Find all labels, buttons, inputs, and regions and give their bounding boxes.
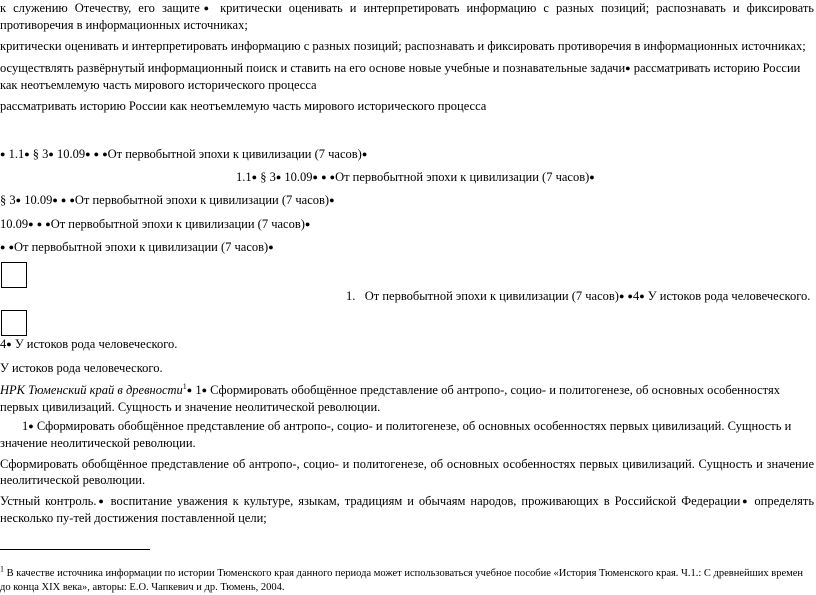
- topic-title: У истоков рода человеческого.: [11, 337, 178, 351]
- lesson-date: 10.09: [21, 193, 53, 207]
- paragraph-ref: § 3: [0, 193, 16, 207]
- section-title: От первобытной эпохи к цивилизации (7 часов): [74, 193, 330, 207]
- bullet-icon: ●: [8, 242, 14, 252]
- section-title: От первобытной эпохи к цивилизации (7 часов): [14, 240, 269, 254]
- text: к служению Отечеству, его защите: [0, 1, 200, 15]
- bullet-icon: ●: [312, 172, 318, 182]
- bullet-icon: ●: [15, 195, 22, 205]
- bullet-icon: ●: [85, 149, 91, 159]
- topic-title: У истоков рода человеческого.: [644, 289, 811, 303]
- topic-line-2: У истоков рода человеческого.: [0, 361, 163, 375]
- bullet-icon: ●: [639, 291, 645, 301]
- bullet-icon: ●: [24, 149, 30, 159]
- list-number: 1.: [346, 289, 356, 303]
- text: воспитание уважения к культуре, языкам, традициям и обычаям народов, проживающих в Российской Федерации: [105, 494, 741, 508]
- bullet-icon: ●: [275, 172, 282, 182]
- bullet-icon: ●: [60, 195, 67, 205]
- empty-checkbox: [1, 310, 27, 336]
- objective-paragraph-2: Сформировать обобщённое представление об антропо-, социо- и политогенезе, об основных особенностях первых цивилизаций. Сущность и значение неолитической революции.: [0, 457, 814, 487]
- bullet-icon: ●: [28, 421, 34, 431]
- bullet-icon: ●: [96, 496, 106, 506]
- empty-checkbox: [1, 262, 27, 288]
- control-type: Устный контроль.: [0, 494, 97, 508]
- section-title: От первобытной эпохи к цивилизации (7 часов): [107, 147, 362, 161]
- lesson-date: 10.09: [281, 170, 313, 184]
- bullet-icon: ●: [329, 195, 335, 205]
- section-title: От первобытной эпохи к цивилизации (7 часов): [50, 217, 305, 231]
- bullet-icon: ●: [6, 339, 12, 349]
- bullet-icon: ●: [28, 219, 34, 229]
- footnote-ref[interactable]: 1: [182, 381, 187, 391]
- bullet-icon: ●: [45, 219, 51, 229]
- bullet-icon: ●: [589, 172, 595, 182]
- lesson-row-3: [0, 192, 814, 209]
- bullet-icon: ●: [329, 172, 336, 182]
- lesson-number: 1.1: [5, 147, 25, 161]
- paragraph-ref: § 3: [29, 147, 49, 161]
- numbered-item: [0, 288, 814, 305]
- bullet-icon: ●: [0, 242, 6, 252]
- lesson-row-5: [0, 239, 814, 256]
- lesson-number: 4: [632, 289, 640, 303]
- objective-text: Сформировать обобщённое представление об антропо-, социо- и политогенезе, об основных особенностях первых цивилизаций. Сущность и значение неолитической революции.: [0, 383, 780, 414]
- text: определять несколько пу-тей достижения поставленной цели;: [0, 494, 815, 525]
- bullet-icon: ●: [52, 195, 58, 205]
- lesson-number: 4: [0, 337, 7, 351]
- text: критически оценивать и интерпретировать информацию с разных позиций; распознавать и фиксировать противоречия в информационных источниках;: [0, 1, 815, 32]
- bullet-icon: ●: [304, 219, 311, 229]
- footnote: [0, 564, 816, 595]
- lesson-row-1: [0, 146, 814, 163]
- bullet-icon: ●: [321, 172, 327, 182]
- control-paragraph: [0, 493, 814, 526]
- bullet-icon: ●: [186, 385, 193, 395]
- bullet-icon: ●: [102, 149, 108, 159]
- regional-component-paragraph: [0, 382, 814, 415]
- lesson-number: 1.1: [236, 170, 252, 184]
- bullet-icon: ●: [201, 385, 208, 395]
- topic-line-1: [0, 336, 814, 353]
- footnote-separator: [0, 549, 150, 550]
- bullet-icon: ●: [36, 219, 43, 229]
- paragraph-goals-1: [0, 0, 814, 33]
- bullet-icon: ●: [0, 149, 6, 159]
- bullet-icon: ●: [361, 149, 368, 159]
- text: рассматривать историю России как неотъемлемую часть мирового исторического процесса: [0, 61, 801, 92]
- regional-heading: НРК Тюменский край в древности: [0, 383, 183, 397]
- bullet-icon: ●: [618, 291, 625, 301]
- lesson-row-4: [0, 216, 814, 233]
- bullet-icon: ●: [48, 149, 54, 159]
- text: осуществлять развёрнутый информационный поиск и ставить на его основе новые учебные и познавательные задачи: [0, 61, 626, 75]
- bullet-icon: ●: [625, 63, 631, 73]
- section-title: От первобытной эпохи к цивилизации (7 часов): [364, 289, 619, 303]
- paragraph-goals-2: критически оценивать и интерпретировать информацию с разных позиций; распознавать и фиксировать противоречия в информационных источниках;: [0, 39, 806, 53]
- lesson-date: 10.09: [0, 217, 29, 231]
- bullet-icon: ●: [627, 291, 633, 301]
- lesson-row-2: [0, 169, 814, 186]
- footnote-number: 1: [0, 564, 4, 573]
- bullet-icon: ●: [251, 172, 258, 182]
- footnote-text: В качестве источника информации по истории Тюменского края данного периода может использоваться учебное пособие «История Тюменского края. Ч.1.: С древнейших времен до конца XIX века», авторы: Е.О. Чапкевич и др. Тюмень, 2004.: [0, 567, 804, 593]
- paragraph-goals-3: [0, 60, 814, 93]
- bullet-icon: ●: [93, 149, 100, 159]
- lesson-number: 1: [22, 419, 29, 433]
- objective-paragraph-1: [0, 418, 814, 451]
- bullet-icon: ●: [199, 3, 214, 13]
- bullet-icon: ●: [69, 195, 75, 205]
- bullet-icon: ●: [268, 242, 274, 252]
- paragraph-ref: § 3: [257, 170, 276, 184]
- section-title: От первобытной эпохи к цивилизации (7 часов): [335, 170, 590, 184]
- paragraph-goals-4: рассматривать историю России как неотъемлемую часть мирового исторического процесса: [0, 99, 487, 113]
- lesson-date: 10.09: [53, 147, 86, 161]
- bullet-icon: ●: [740, 496, 750, 506]
- lesson-number: 1: [192, 383, 202, 397]
- objective-text: Сформировать обобщённое представление об антропо-, социо- и политогенезе, об основных особенностях первых цивилизаций. Сущность и значение неолитической революции.: [0, 419, 792, 450]
